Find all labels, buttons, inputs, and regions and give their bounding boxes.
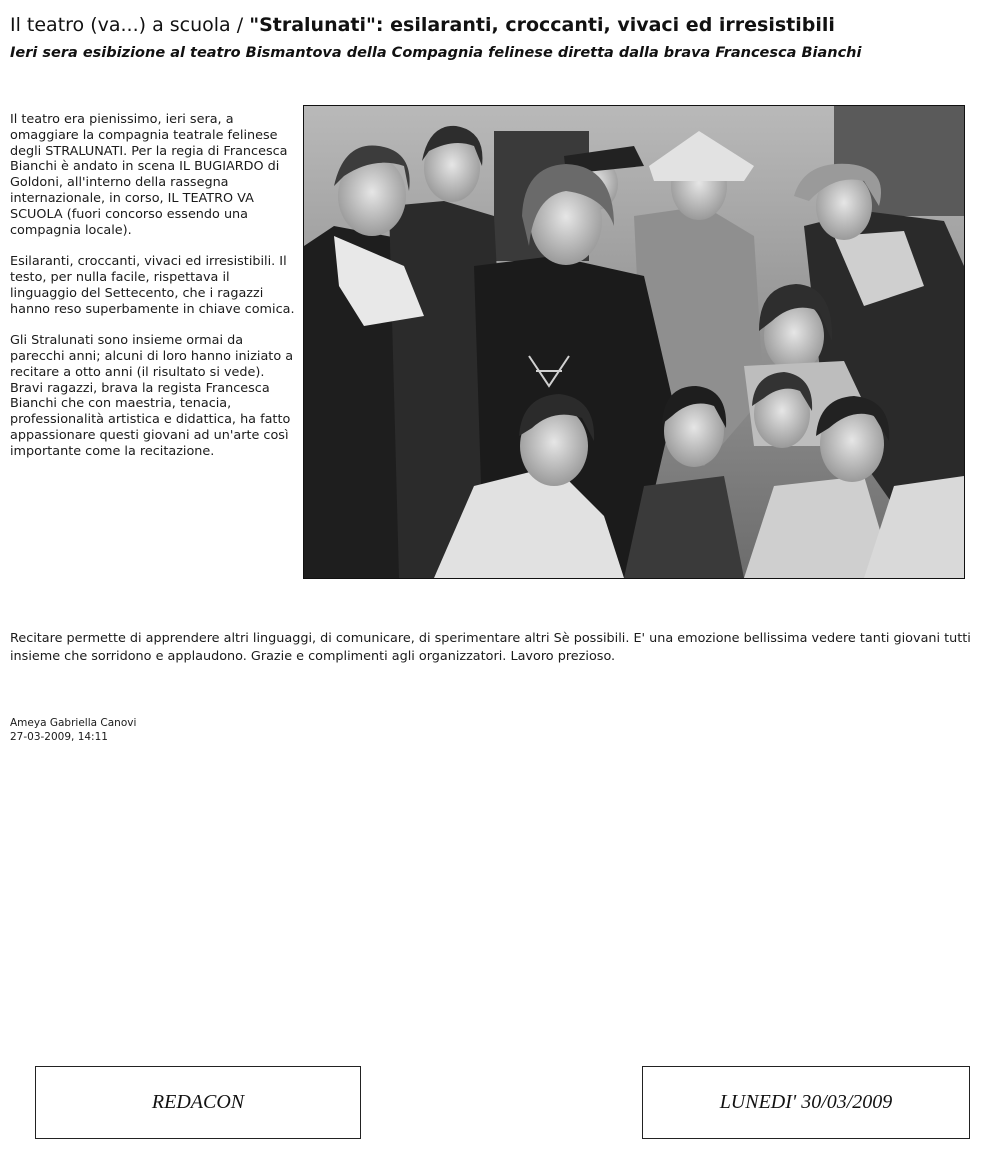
body-paragraph-2: Esilaranti, croccanti, vivaci ed irresistibili. Il testo, per nulla facile, rispettava il linguaggio del Settecento, che i ragazzi hanno reso superbamente in chiave comica. [10,254,295,317]
article-body-column [10,112,295,475]
article-headline [10,14,985,37]
article-subheadline: Ieri sera esibizione al teatro Bismantova della Compagnia felinese diretta dalla brava Francesca Bianchi [10,45,862,61]
theatre-group-photo [303,105,965,579]
article-byline [10,716,136,744]
source-box [35,1066,361,1139]
date-box [642,1066,970,1139]
body-paragraph-3: Gli Stralunati sono insieme ormai da parecchi anni; alcuni di loro hanno iniziato a recitare a otto anni (il risultato si vede). Bravi ragazzi, brava la regista Francesca Bianchi che con maestria, tenacia, professionalità artistica e didattica, ha fatto appassionare questi giovani ad un'arte così importante come la recitazione. [10,333,294,459]
publish-timestamp: 27-03-2009, 14:11 [10,731,108,743]
headline-part-2: "Stralunati": esilaranti, croccanti, vivaci ed irresistibili [249,14,835,36]
body-paragraph-1: Il teatro era pienissimo, ieri sera, a omaggiare la compagnia teatrale felinese degli STRALUNATI. Per la regia di Francesca Bianchi è andato in scena IL BUGIARDO di Goldoni, all'interno della rassegna internazionale, in corso, IL TEATRO VA SCUOLA (fuori concorso essendo una compagnia locale). [10,112,288,238]
closing-paragraph: Recitare permette di apprendere altri linguaggi, di comunicare, di sperimentare altri Sè possibili. E' una emozione bellissima vedere tanti giovani tutti insieme che sorridono e applaudono. Grazie e complimenti agli organizzatori. Lavoro prezioso. [10,631,971,664]
source-name: REDACON [151,1091,245,1113]
photo-illustration [304,106,964,578]
publication-date: LUNEDI' 30/03/2009 [719,1091,893,1113]
headline-part-1: Il teatro (va...) a scuola / [10,14,250,36]
author-name: Ameya Gabriella Canovi [10,717,137,729]
